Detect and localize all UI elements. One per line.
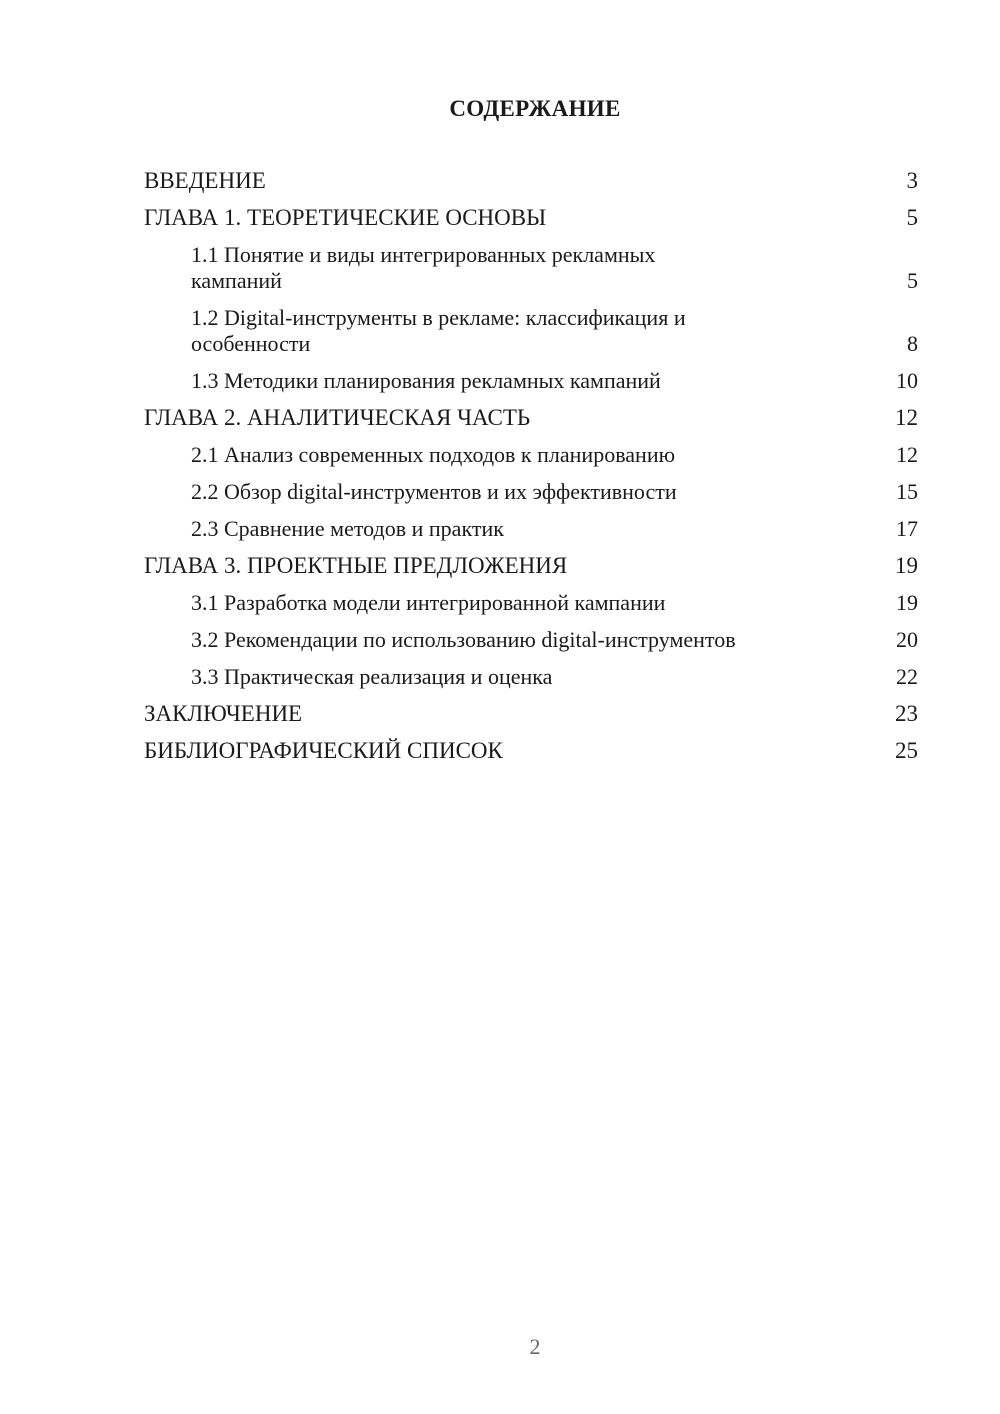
toc-entry-page: 19	[895, 553, 918, 578]
toc-entry-section-1-2[interactable]	[144, 305, 918, 357]
toc-entry-label: 1.3 Методики планирования рекламных кампаний	[191, 368, 661, 393]
toc-entry-page: 12	[895, 405, 918, 430]
toc-entry-label: 1.2 Digital-инструменты в рекламе: классификация и особенности	[191, 305, 686, 356]
toc-entry-page: 19	[896, 590, 918, 615]
toc-entry-section-3-3[interactable]	[144, 664, 918, 690]
page-number: 2	[529, 1334, 541, 1359]
toc-entry-label: 2.3 Сравнение методов и практик	[191, 516, 504, 541]
toc-entry-bibliography[interactable]	[144, 738, 918, 764]
toc-entry-section-1-3[interactable]	[144, 368, 918, 394]
toc-entry-page: 15	[896, 479, 918, 504]
toc-entry-label: ГЛАВА 2. АНАЛИТИЧЕСКАЯ ЧАСТЬ	[144, 405, 531, 430]
toc-entry-label: 3.3 Практическая реализация и оценка	[191, 664, 553, 689]
toc-entry-label: ВВЕДЕНИЕ	[144, 168, 266, 193]
toc-title: СОДЕРЖАНИЕ	[449, 96, 621, 121]
toc-entry-label: 2.1 Анализ современных подходов к планированию	[191, 442, 676, 467]
toc-entry-page: 3	[906, 168, 918, 193]
toc-entry-page: 20	[896, 627, 918, 652]
toc-entry-section-2-2[interactable]	[144, 479, 918, 505]
toc-entry-page: 8	[907, 331, 918, 356]
toc-entry-page: 23	[895, 701, 918, 726]
toc-entry-chapter-2[interactable]	[144, 405, 918, 431]
toc-entry-section-1-1[interactable]	[144, 242, 918, 294]
toc-entry-page: 17	[896, 516, 918, 541]
toc-entry-page: 5	[907, 268, 918, 293]
toc-entry-section-2-1[interactable]	[144, 442, 918, 468]
toc-entry-label: 1.1 Понятие и виды интегрированных рекламных кампаний	[191, 242, 656, 293]
toc-entry-section-3-2[interactable]	[144, 627, 918, 653]
toc-entry-label: 2.2 Обзор digital-инструментов и их эффективности	[191, 479, 677, 504]
toc-entry-chapter-3[interactable]	[144, 553, 918, 579]
toc-entry-label: БИБЛИОГРАФИЧЕСКИЙ СПИСОК	[144, 738, 503, 763]
toc-entry-section-3-1[interactable]	[144, 590, 918, 616]
toc-entry-page: 12	[896, 442, 918, 467]
toc-entry-page: 5	[906, 205, 918, 230]
toc-entry-introduction[interactable]	[144, 168, 918, 194]
toc-entry-page: 25	[895, 738, 918, 763]
toc-entry-conclusion[interactable]	[144, 701, 918, 727]
toc-entry-chapter-1[interactable]	[144, 205, 918, 231]
toc-entry-section-2-3[interactable]	[144, 516, 918, 542]
toc-entry-label: ЗАКЛЮЧЕНИЕ	[144, 701, 303, 726]
toc-entry-label: 3.1 Разработка модели интегрированной кампании	[191, 590, 666, 615]
toc-entry-label: 3.2 Рекомендации по использованию digital-инструментов	[191, 627, 736, 652]
toc-entry-page: 10	[896, 368, 918, 393]
toc-entry-label: ГЛАВА 3. ПРОЕКТНЫЕ ПРЕДЛОЖЕНИЯ	[144, 553, 568, 578]
toc-entry-page: 22	[896, 664, 918, 689]
table-of-contents	[144, 168, 918, 775]
toc-entry-label: ГЛАВА 1. ТЕОРЕТИЧЕСКИЕ ОСНОВЫ	[144, 205, 547, 230]
